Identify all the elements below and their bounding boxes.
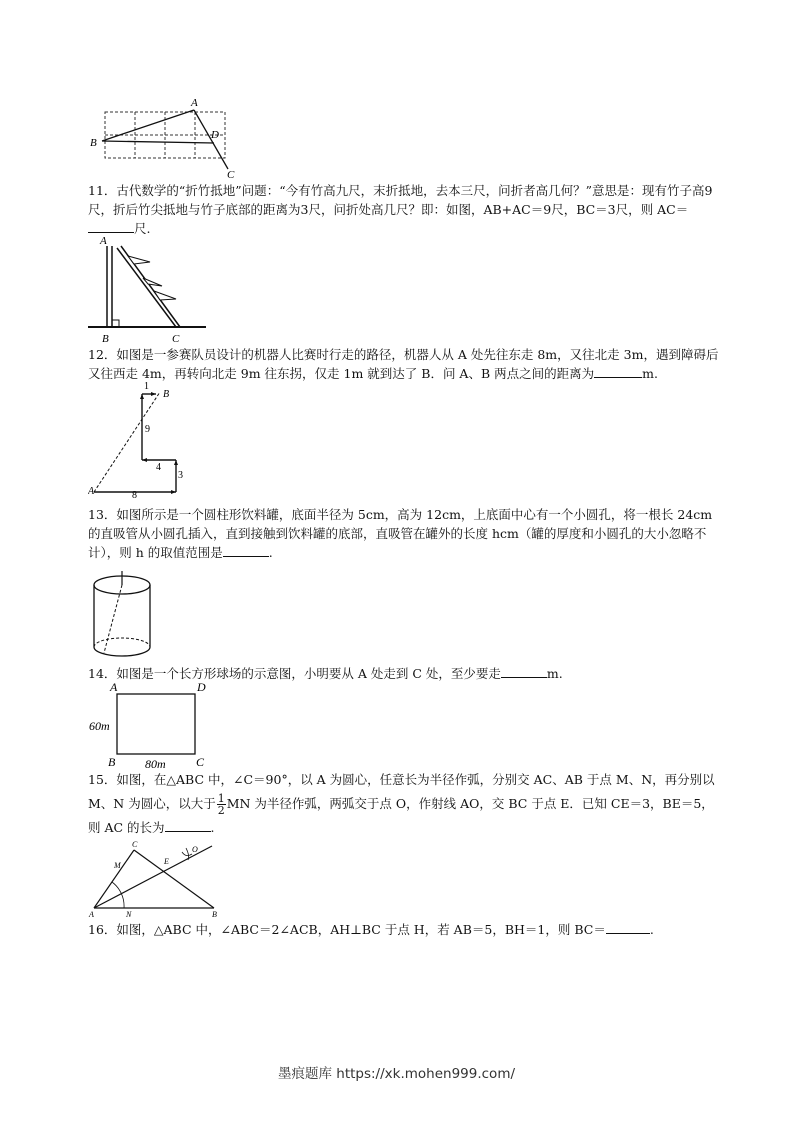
q12-text-2: m.	[642, 366, 658, 381]
q15-label-M: M	[114, 861, 121, 870]
q16-text: 如图，△ABC 中，∠ABC＝2∠ACB，AH⊥BC 于点 H，若 AB＝5，BH＝1，则 BC＝	[116, 922, 606, 937]
q14-label-D: D	[197, 680, 206, 694]
q12-text: 如图是一参赛队员设计的机器人比赛时行走的路径，机器人从 A 处先往东走 8m，又往北走 3m，遇到障碍后又往西走 4m，再转向北走 9m 往东拐，仅走 1m 就到达了 B．问 A、B 两点之间的距离为	[88, 347, 719, 381]
q12-number: 12．	[88, 347, 117, 362]
q11-text-3: 尺.	[134, 221, 151, 236]
q15-label-C: C	[132, 840, 138, 849]
q15-frac-num: 1	[217, 792, 225, 805]
q16-answer-blank[interactable]	[606, 920, 650, 934]
q14-text-2: m.	[546, 666, 563, 681]
q13-text-2: .	[268, 545, 273, 560]
q10-label-B: B	[90, 137, 97, 149]
q15-figure	[88, 838, 228, 920]
q12-label-8: 8	[132, 490, 137, 498]
question-11	[88, 181, 724, 238]
q14-figure	[88, 680, 218, 770]
q11-answer-blank[interactable]	[88, 219, 134, 233]
question-12	[88, 345, 724, 383]
q12-label-1: 1	[144, 381, 149, 392]
q14-label-80m: 80m	[145, 757, 166, 770]
q14-label-C: C	[196, 755, 205, 769]
q14-label-B: B	[108, 755, 116, 769]
q15-number: 15．	[88, 772, 117, 787]
q15-text-3: 则 AC 的长为	[88, 820, 165, 835]
q15-label-A: A	[89, 910, 94, 919]
q12-label-A: A	[88, 486, 95, 497]
q10-label-C: C	[227, 169, 235, 180]
page-footer: 墨痕题库 https://xk.mohen999.com/	[277, 1066, 516, 1082]
q15-text-4: .	[210, 820, 215, 835]
q14-label-60m: 60m	[89, 719, 110, 733]
q15-answer-blank[interactable]	[165, 818, 211, 832]
q14-text: 如图是一个长方形球场的示意图，小明要从 A 处走到 C 处，至少要走	[116, 666, 501, 681]
q13-figure	[88, 567, 158, 667]
q13-number: 13．	[88, 507, 117, 522]
question-13	[88, 505, 724, 562]
q11-figure	[88, 234, 210, 346]
q15-label-O: O	[192, 845, 198, 854]
q11-label-A: A	[100, 235, 107, 247]
q15-text-2: MN 为半径作弧，两弧交于点 O，作射线 AO，交 BC 于点 E．已知 CE＝3，BE＝5，	[226, 796, 714, 811]
question-16	[88, 920, 724, 939]
q15-frac-den: 2	[217, 804, 225, 817]
q14-label-A: A	[110, 680, 118, 694]
q10-label-D: D	[211, 129, 219, 141]
q11-label-B: B	[102, 333, 109, 345]
q10-label-A: A	[191, 97, 198, 109]
q13-answer-blank[interactable]	[223, 543, 269, 557]
q10-figure	[90, 95, 240, 180]
q12-label-B: B	[163, 389, 170, 400]
q16-text-2: .	[649, 922, 654, 937]
q12-answer-blank[interactable]	[594, 364, 642, 378]
q11-label-C: C	[172, 333, 180, 345]
q15-text: 如图，在△ABC 中，∠C＝90°，以 A 为圆心，任意长为半径作弧，分别交 AC、AB 于点 M、N，再分别以 M、N 为圆心，以大于	[88, 772, 715, 811]
q12-label-3: 3	[178, 470, 183, 481]
q14-number: 14．	[88, 666, 117, 681]
q15-label-N: N	[126, 910, 132, 919]
q15-fraction	[217, 793, 226, 816]
q16-number: 16．	[88, 922, 117, 937]
q15-label-B: B	[212, 910, 217, 919]
q12-label-9: 9	[145, 424, 150, 435]
q11-number: 11．	[88, 183, 117, 198]
question-15	[88, 768, 724, 840]
q12-label-4: 4	[156, 462, 161, 473]
q11-text-2: AB+AC＝9尺，BC＝3尺，则 AC＝	[483, 202, 689, 217]
q12-figure	[88, 380, 188, 498]
q15-label-E: E	[164, 857, 169, 866]
q13-text: 如图所示是一个圆柱形饮料罐，底面半径为 5cm，高为 12cm，上底面中心有一个小圆孔，将一根长 24cm 的直吸管从小圆孔插入，直到接触到饮料罐的底部，直吸管在罐外的长度 hcm（罐的厚度和小圆孔的大小忽略不计），则 h 的取值范围是	[88, 507, 713, 560]
q14-answer-blank[interactable]	[501, 664, 547, 678]
q11-text: 古代数学的“折竹抵地”问题：“今有竹高九尺，末折抵地，去本三尺，问折者高几何？”意思是：现有竹子高9尺，折后竹尖抵地与竹子底部的距离为3尺，问折处高几尺？即：如图，	[88, 183, 713, 217]
